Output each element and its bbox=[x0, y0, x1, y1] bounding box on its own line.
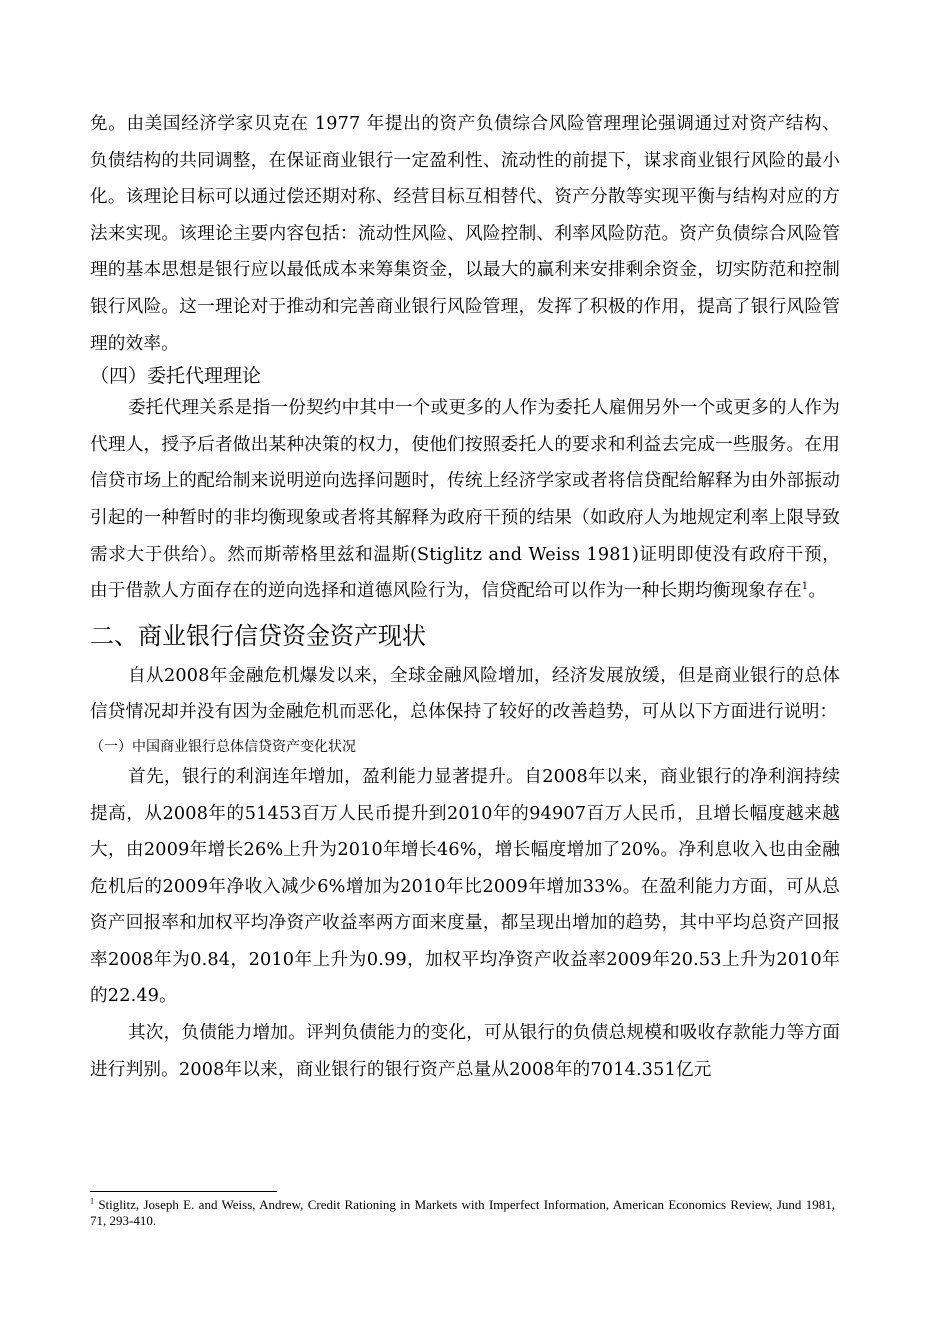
paragraph-principal-agent-text: 委托代理关系是指一份契约中其中一个或更多的人作为委托人雇佣另外一个或更多的人作为代理人，授予后者做出某种决策的权力，使他们按照委托人的要求和利益去完成一些服务。在用信贷市场上的配给制来说明逆向选择问题时，传统上经济学家或者将信贷配给解释为由外部振动引起的一种暂时的非均衡现象或者将其解释为政府干预的结果（如政府人为地规定利率上限导致需求大于供给）。然而斯蒂格里兹和温斯(Stiglitz and Weiss 1981)证明即使没有政府干预，由于借款人方面存在的逆向选择和道德风险行为，信贷配给可以作为一种长期均衡现象存在 bbox=[90, 398, 840, 602]
footnote-text: Stiglitz, Joseph E. and Weiss, Andrew, Credit Rationing in Markets with Imperfect Information, American Economics Review, Jund 1981, 71, 293-410. bbox=[90, 1197, 835, 1228]
paragraph-profitability: 首先，银行的利润连年增加，盈利能力显著提升。自2008年以来，商业银行的净利润持续提高，从2008年的51453百万人民币提升到2010年的94907百万人民币，且增长幅度越来越大，由2009年增长26%上升为2010年增长46%，增长幅度增加了20%。净利息收入也由金融危机后的2009年净收入减少6%增加为2010年比2009年增加33%。在盈利能力方面，可从总资产回报率和加权平均净资产收益率两方面来度量，都呈现出增加的趋势，其中平均总资产回报率2008年为0.84，2010年上升为0.99，加权平均净资产收益率2009年20.53上升为2010年的22.49。 bbox=[90, 766, 840, 1007]
footnote-divider bbox=[90, 1191, 277, 1192]
document-body bbox=[90, 106, 840, 1088]
heading-overall-credit-assets: （一）中国商业银行总体信贷资产变化状况 bbox=[90, 738, 356, 755]
paragraph-principal-agent bbox=[90, 390, 840, 610]
paragraph-credit-overview: 自从2008年金融危机爆发以来，全球金融风险增加，经济发展放缓，但是商业银行的总体信贷情况却并没有因为金融危机而恶化，总体保持了较好的改善趋势，可从以下方面进行说明： bbox=[90, 665, 840, 723]
paragraph-liability-capacity: 其次，负债能力增加。评判负债能力的变化，可从银行的负债总规模和吸收存款能力等方面进行判别。2008年以来，商业银行的银行资产总量从2008年的7014.351亿元 bbox=[90, 1023, 840, 1080]
paragraph-principal-agent-end: 。 bbox=[808, 581, 827, 602]
footnote-reference[interactable]: 1 bbox=[801, 581, 809, 593]
heading-principal-agent-theory: （四）委托代理理论 bbox=[90, 365, 262, 388]
footnote bbox=[90, 1197, 835, 1229]
heading-section-two: 二、商业银行信贷资金资产现状 bbox=[90, 621, 426, 650]
paragraph-asset-liability-theory: 免。由美国经济学家贝克在 1977 年提出的资产负债综合风险管理理论强调通过对资产结构、负债结构的共同调整，在保证商业银行一定盈利性、流动性的前提下，谋求商业银行风险的最小化。该理论目标可以通过偿还期对称、经营目标互相替代、资产分散等实现平衡与结构对应的方法来实现。该理论主要内容包括：流动性风险、风险控制、利率风险防范。资产负债综合风险管理的基本思想是银行应以最低成本来筹集资金，以最大的赢利来安排剩余资金，切实防范和控制银行风险。这一理论对于推动和完善商业银行风险管理，发挥了积极的作用，提高了银行风险管理的效率。 bbox=[90, 114, 840, 354]
footnote-number: 1 bbox=[90, 1196, 94, 1206]
